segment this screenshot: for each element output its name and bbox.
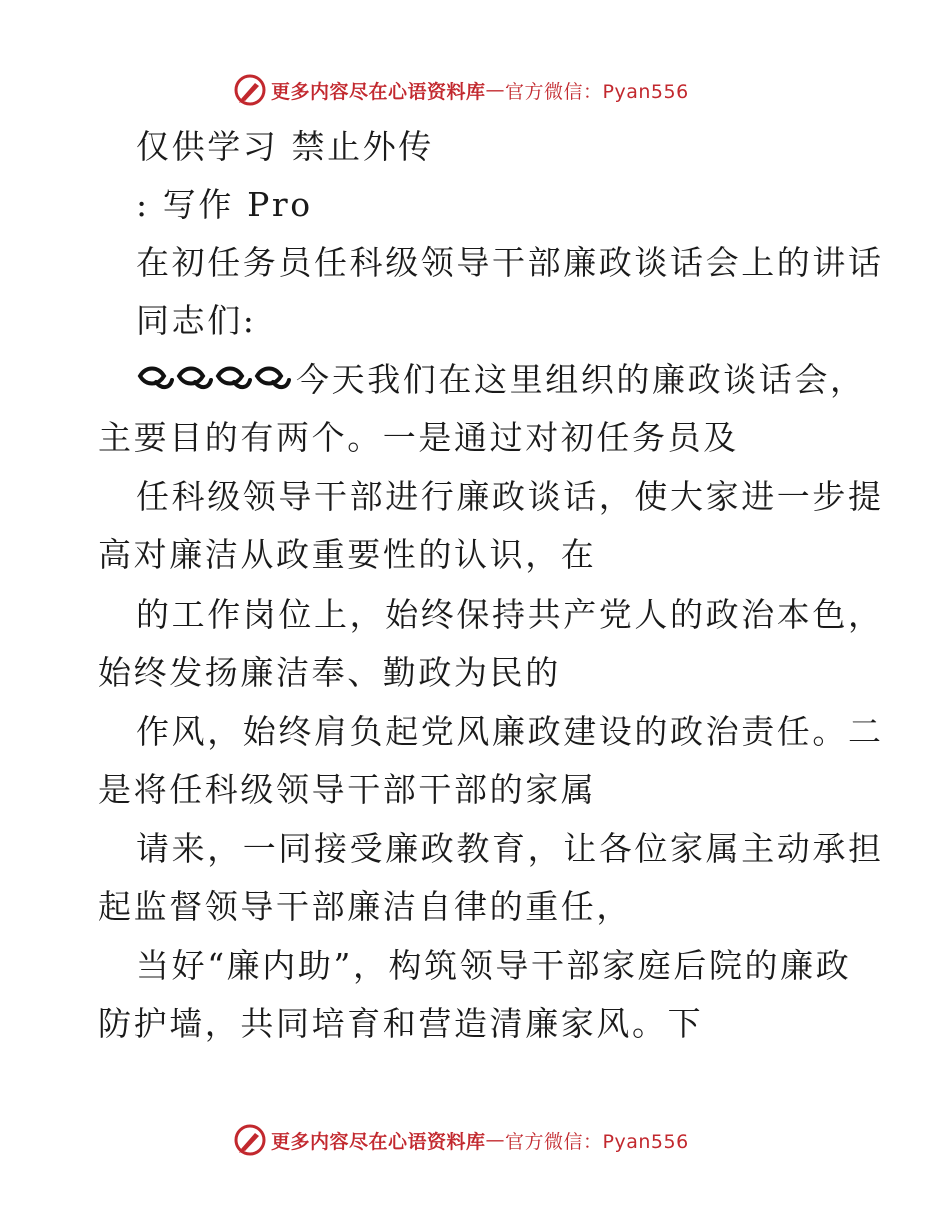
header-watermark (233, 73, 689, 107)
paragraph-line: 起监督领导干部廉洁自律的重任， (98, 887, 632, 926)
watermark-brand: 更多内容尽在心语资料库 (271, 80, 486, 103)
paragraph-line (136, 360, 866, 400)
footer-watermark (233, 1123, 689, 1157)
paragraph-line: 高对廉洁从政重要性的认识，在 (98, 535, 597, 574)
paragraph-line: 请来，一同接受廉政教育，让各位家属主动承担 (136, 829, 884, 868)
watermark-dash: — (485, 1129, 506, 1151)
paragraph-text: 今天我们在这里组织的廉政谈话会， (296, 360, 866, 399)
paragraph-line: 主要目的有两个。一是通过对初任务员及 (98, 418, 739, 457)
paragraph-line: 是将任科级领导干部干部的家属 (98, 770, 597, 809)
paragraph-line: 的工作岗位上，始终保持共产党人的政治本色， (136, 595, 884, 634)
salutation: 同志们: (136, 301, 257, 340)
pen-logo-icon (233, 1123, 267, 1157)
author-line: : 写作 Pro (136, 185, 313, 224)
paragraph-line: 当好“廉内助”，构筑领导干部家庭后院的廉政 (136, 946, 852, 985)
watermark-dash: — (485, 79, 506, 101)
ornament-flourish-icon (136, 362, 294, 396)
watermark-contact: 官方微信：Pyan556 (505, 1130, 689, 1153)
paragraph-line: 作风，始终肩负起党风廉政建设的政治责任。二 (136, 712, 884, 751)
paragraph-line: 防护墙，共同培育和营造清廉家风。下 (98, 1004, 704, 1043)
document-title: 在初任务员任科级领导干部廉政谈话会上的讲话 (136, 243, 884, 282)
pen-logo-icon (233, 73, 267, 107)
watermark-brand: 更多内容尽在心语资料库 (271, 1130, 486, 1153)
paragraph-line: 始终发扬廉洁奉、勤政为民的 (98, 653, 561, 692)
restriction-notice: 仅供学习 禁止外传 (136, 127, 434, 166)
watermark-contact: 官方微信：Pyan556 (505, 80, 689, 103)
paragraph-line: 任科级领导干部进行廉政谈话，使大家进一步提 (136, 477, 884, 516)
